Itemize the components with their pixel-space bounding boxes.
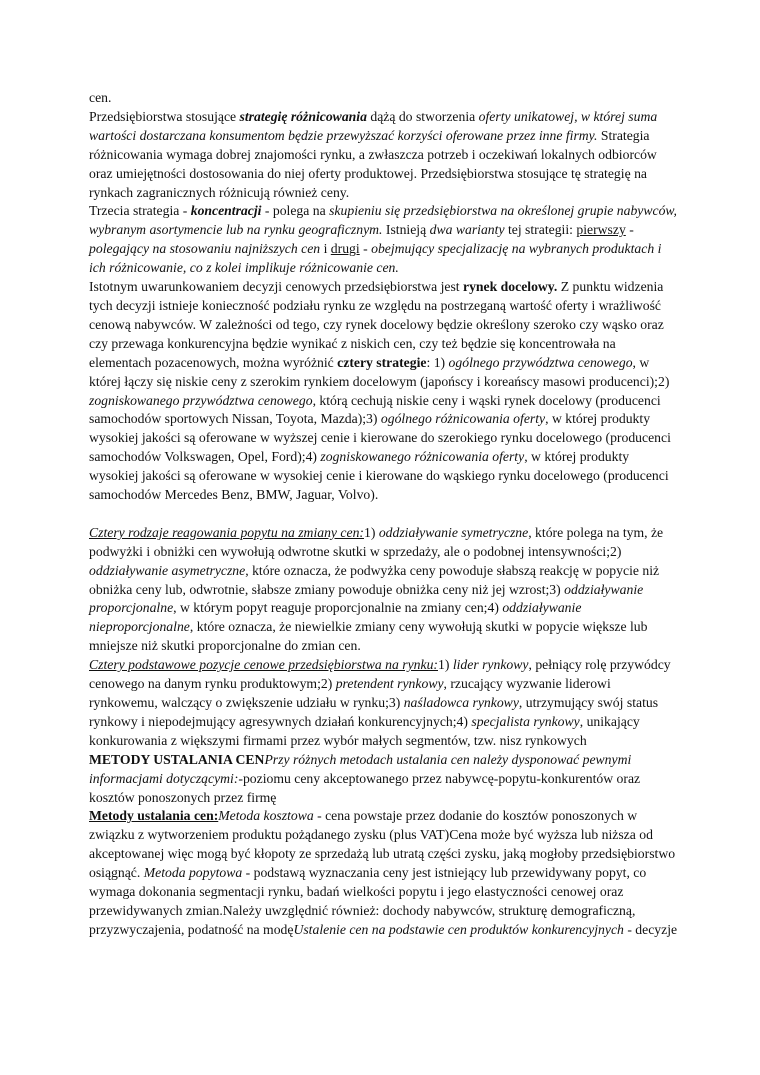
text-run: obejmujący specjalizację na wybranych produktach i ich różnicowanie, co z kolei implikuje różnicowanie cen. (89, 241, 662, 276)
text-run: lider rynkowy (452, 657, 529, 673)
text-run: oferty unikatowej, w której suma wartości dostarczana konsumentom będzie przewyższać korzyści oferowane przez inne firmy. (89, 108, 658, 143)
paragraph-price-positions (89, 656, 679, 751)
text-run: tej strategii: (504, 222, 577, 238)
text-run: - decyzje (623, 921, 678, 937)
text-run: -poziomu ceny akceptowanego przez nabywcę-popytu-konkurentów oraz kosztów ponoszonych przez firmę (89, 770, 641, 805)
text-run: , utrzymujący swój status rynkowy i niepodejmujący agresywnych działań konkurencyjnych;4) (89, 694, 659, 729)
text-run: skupieniu się przedsiębiorstwa na określonej grupie nabywców, wybranym asortymencie lub na rynku geograficznym. (89, 203, 677, 238)
paragraph-pricing-methods-heading (89, 751, 679, 808)
text-run: METODY USTALANIA CEN (89, 751, 265, 767)
text-run: , unikający konkurowania z większymi firmami przez wybór małych segmentów, tzw. nisz rynkowych (89, 713, 640, 748)
text-run: polegający na stosowaniu najniższych cen (89, 241, 321, 257)
text-run: zogniskowanego przywództwa cenowego (89, 392, 313, 408)
paragraph-fragment: cen. (89, 90, 112, 105)
text-run: oddziaływanie nieproporcjonalne (89, 600, 582, 635)
text-run: : 1) (426, 354, 449, 370)
text-run: oddziaływanie symetryczne (378, 524, 529, 540)
text-run: oddziaływanie asymetryczne (89, 562, 246, 578)
text-run: pretendent rynkowy (335, 676, 444, 692)
text-run: Metoda kosztowa (218, 808, 314, 824)
text-run: - polega na (261, 203, 330, 219)
text-run: pierwszy (576, 222, 626, 238)
text-run: Przedsiębiorstwa stosujące (89, 108, 240, 124)
text-run: Istotnym uwarunkowaniem decyzji cenowych przedsiębiorstwa jest (89, 279, 464, 295)
text-run: drugi (330, 241, 360, 257)
paragraph-target-market (89, 278, 679, 505)
text-run: , w której łączy się niskie ceny z szerokim rynkiem docelowym (japońscy i koreańscy masowi producenci);2) (89, 354, 670, 389)
paragraph-differentiation-strategy (89, 108, 679, 203)
text-run: Metody ustalania cen: (89, 808, 219, 824)
text-run: Z punktu widzenia tych decyzji istnieje konieczność podziału rynku ze względu na postrzeganą wartość oferty i wrażliwość cenową nabywców. W zależności od tego, czy rynek docelowy będzie określony szeroko czy wąsko oraz czy przewaga konkurencyjna będzie wynikać z niskich cen, czy też będzie się koncentrowała na elementach pozacenowych, można wyróżnić (89, 279, 664, 370)
text-run: strategię różnicowania (239, 108, 367, 124)
text-run: Ustalenie cen na podstawie cen produktów konkurencyjnych (293, 921, 624, 937)
text-run: , które oznacza, że podwyżka ceny powoduje słabszą reakcję w popycie niż obniżka ceny lub, odwrotnie, słabsze zmiany powoduje obniżka ceny niż jej wzrost;3) (89, 562, 660, 597)
text-run: zogniskowanego różnicowania oferty (320, 449, 525, 465)
paragraph-demand-reactions (89, 524, 679, 656)
paragraph-concentration-strategy (89, 202, 679, 278)
text-run: , którą cechują niskie ceny i wąski rynek docelowy (producenci samochodów sportowych Nissan, Toyota, Mazda);3) (89, 392, 661, 427)
document-page (89, 89, 679, 940)
text-run: Istnieją (382, 222, 430, 238)
text-run: cztery strategie (337, 354, 427, 370)
text-run: - (359, 241, 372, 257)
text-run: - cena powstaje przez dodanie do kosztów ponoszonych w związku z wytworzeniem produktu pożądanego zysku (plus VAT)Cena może być wyższa lub niższa od akceptowanej więc mogą być kłopoty ze sprzedażą lub utratą części zysku, jaką mogłoby przedsiębiorstwo osiągnąć. (89, 808, 676, 881)
text-run: 1) (438, 657, 453, 673)
text-run: specjalista rynkowy (471, 713, 580, 729)
text-run: Strategia różnicowania wymaga dobrej znajomości rynku, a zwłaszcza potrzeb i oczekiwań lokalnych odbiorców oraz umiejętności dostosowania do niej oferty produktowej. Przedsiębiorstwa stosujące tę strategię na rynkach zagranicznych różnicują również ceny. (89, 127, 657, 200)
blank-line (89, 505, 679, 524)
text-run: ogólnego przywództwa cenowego (448, 354, 633, 370)
text-run: oddziaływanie proporcjonalne (89, 581, 644, 616)
text-run: , które oznacza, że niewielkie zmiany ceny wywołują skutki w popycie większe lub mniejsze niż skutki proporcjonalne do zmian cen. (89, 619, 648, 654)
text-run: , w której produkty wysokiej jakości są oferowane w wyższej cenie i kierowane do szerokiego rynku docelowego (producenci samochodów Volkswagen, Opel, Ford);4) (89, 411, 671, 465)
text-run: , w którym popyt reaguje proporcjonalnie na zmiany cen;4) (173, 600, 503, 616)
text-run: Cztery podstawowe pozycje cenowe przedsiębiorstwa na rynku: (89, 657, 438, 673)
text-run: dwa warianty (429, 222, 505, 238)
text-run: naśladowca rynkowy (403, 694, 519, 710)
text-run: dążą do stworzenia (366, 108, 479, 124)
text-run: - podstawą wyznaczania ceny jest istniejący lub przewidywany popyt, co wymaga dokonania segmentacji rynku, badań wielkości popytu i jego elastyczności cenowej oraz przewidywanych zmian.Należy uwzględnić również: dochody nabywców, strukturę demograficzną, przyzwyczajenia, podatność na modę (89, 865, 647, 937)
text-run: Przy różnych metodach ustalania cen należy dysponować pewnymi informacjami dotyczącymi: (89, 751, 632, 786)
text-run: Metoda popytowa (143, 865, 243, 881)
text-run: rynek docelowy. (463, 279, 558, 295)
text-run: , które polega na tym, że podwyżki i obniżki cen wywołują odwrotne skutki w sprzedaży, ale o podobnej intensywności;2) (89, 524, 664, 559)
text-run: 1) (363, 524, 379, 540)
text-run: - (625, 222, 634, 238)
text-run: , rzucający wyzwanie liderowi rynkowemu, walczący o zwiększenie udziału w rynku;3) (89, 676, 611, 710)
text-run: Trzecia strategia - (89, 203, 191, 219)
paragraph-pricing-methods (89, 807, 679, 939)
text-run: Cztery rodzaje reagowania popytu na zmiany cen: (89, 524, 364, 540)
text-run: , pełniący rolę przywódcy cenowego na danym rynku produktowym;2) (89, 657, 671, 692)
text-run: koncentracji (190, 203, 262, 219)
text-run: ogólnego różnicowania oferty (380, 411, 546, 427)
text-run: , w której produkty wysokiej jakości są oferowane w wysokiej cenie i kierowane do wąskiego rynku docelowego (producenci samochodów Mercedes Benz, BMW, Jaguar, Volvo). (89, 449, 669, 503)
text-run: i (320, 241, 331, 257)
